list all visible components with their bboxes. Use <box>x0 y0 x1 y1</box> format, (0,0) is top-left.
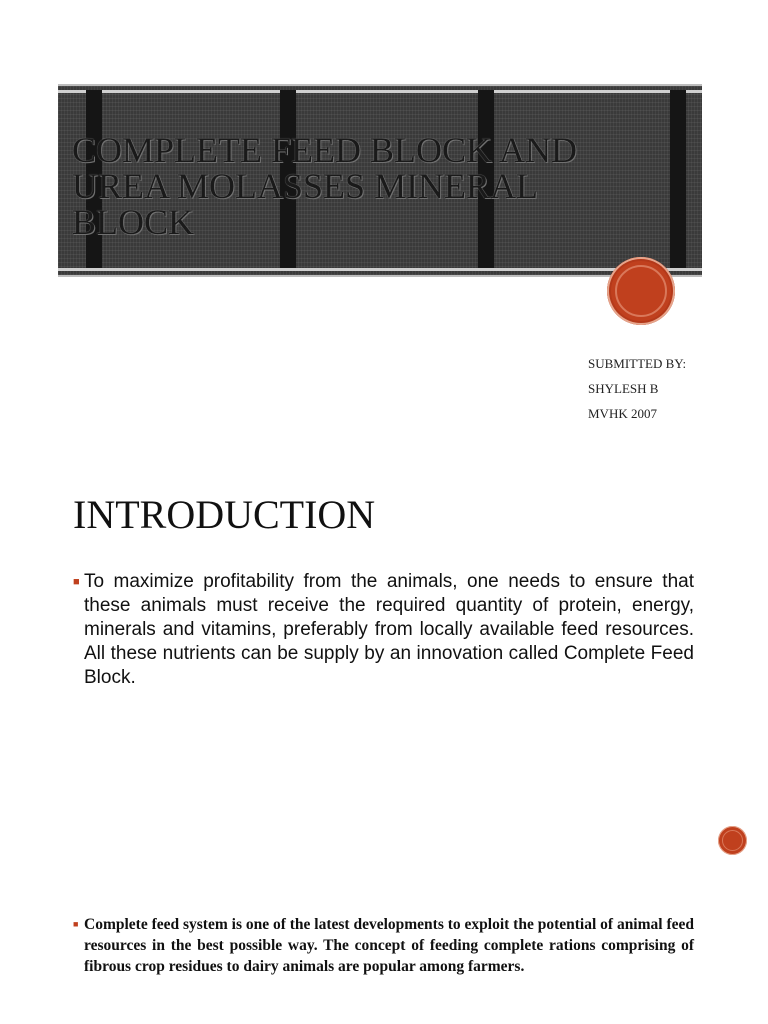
orange-circle-icon <box>718 826 747 855</box>
banner-stripe <box>670 90 686 271</box>
author-name: SHYLESH B <box>588 381 659 396</box>
banner-top-rule <box>58 90 702 93</box>
square-bullet-icon: ■ <box>73 919 79 929</box>
introduction-heading: INTRODUCTION <box>73 492 376 537</box>
orange-circle-icon <box>607 257 675 325</box>
square-bullet-icon: ■ <box>73 576 80 588</box>
intro-paragraph-2-text: Complete feed system is one of the latest developments to exploit the potential of animal feed resources in the best possible way. The concept of feeding complete rations comprising of fibrous crop residues to dairy animals are popular among farmers. <box>84 916 695 975</box>
banner-bottom-rule <box>58 268 702 271</box>
submitted-by-block <box>588 351 686 426</box>
author-id: MVHK 2007 <box>588 406 657 421</box>
intro-paragraph-1 <box>73 570 694 690</box>
slide-title: COMPLETE FEED BLOCK AND UREA MOLASSES MINERAL BLOCK <box>72 130 578 242</box>
intro-paragraph-1-text: To maximize profitability from the animals, one needs to ensure that these animals must receive the required quantity of protein, energy, minerals and vitamins, preferably from locally available feed resources. All these nutrients can be supply by an innovation called Complete Feed Block. <box>84 571 694 688</box>
intro-paragraph-2 <box>73 914 695 977</box>
submitted-label: SUBMITTED BY: <box>588 356 687 371</box>
title-banner <box>58 84 702 277</box>
